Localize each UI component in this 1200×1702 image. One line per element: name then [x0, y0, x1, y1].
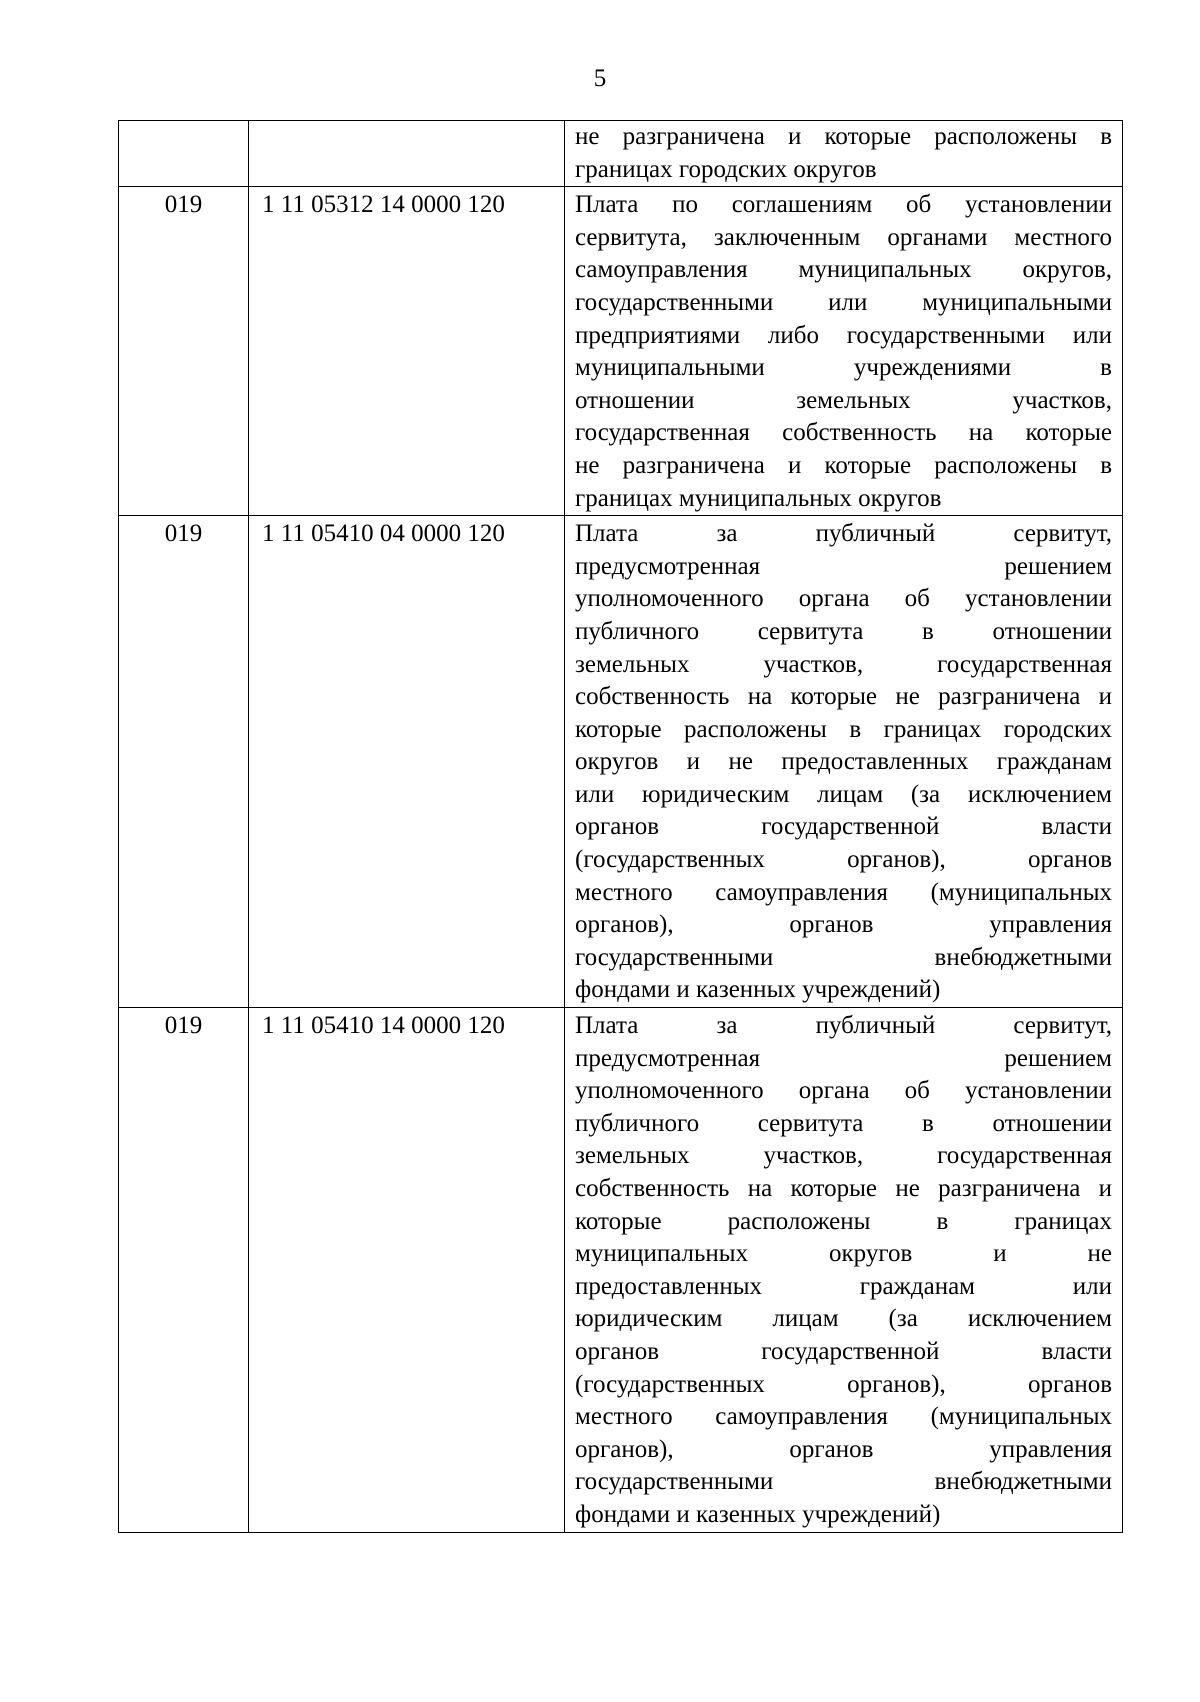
- description-line: земельных участков, государственная: [575, 650, 1112, 678]
- budget-codes-table: [118, 120, 1123, 1533]
- description-line: земельных участков, государственная: [575, 1142, 1112, 1170]
- description-line: (государственных органов), органов: [575, 1370, 1112, 1398]
- description-line: публичного сервитута в отношении: [575, 617, 1112, 645]
- description-line: муниципальных округов и не: [575, 1240, 1112, 1268]
- page-number: 5: [593, 65, 607, 92]
- description-line: границах городских округов: [575, 155, 877, 183]
- description-line: органов), органов управления: [575, 1435, 1112, 1463]
- description-line: муниципальными учреждениями в: [575, 354, 1112, 382]
- description-line: уполномоченного органа об установлении: [575, 1077, 1112, 1105]
- description-line: юридическим лицам (за исключением: [575, 1305, 1112, 1333]
- kbk-code-cell: [249, 121, 565, 187]
- description-line: не разграничена и которые расположены в: [575, 123, 1112, 150]
- admin-code-cell: 019: [119, 1008, 249, 1533]
- description-line: предприятиями либо государственными или: [575, 321, 1112, 349]
- description-cell: [565, 516, 1123, 1008]
- description-line: предоставленных гражданам или: [575, 1272, 1112, 1300]
- description-line: фондами и казенных учреждений): [575, 1500, 941, 1528]
- description-line: или юридическим лицам (за исключением: [575, 780, 1112, 808]
- description-cell: [565, 187, 1123, 516]
- description-line: органов государственной власти: [575, 1337, 1112, 1365]
- description-line: которые расположены в границах городских: [575, 715, 1112, 743]
- description-cell: [565, 1008, 1123, 1533]
- kbk-code-cell: 1 11 05410 04 0000 120: [249, 516, 565, 1008]
- description-line: округов и не предоставленных гражданам: [575, 748, 1112, 776]
- description-line: публичного сервитута в отношении: [575, 1109, 1112, 1137]
- description-line: сервитута, заключенным органами местного: [575, 223, 1112, 251]
- description-line: государственными внебюджетными: [575, 1468, 1112, 1496]
- description-line: не разграничена и которые расположены в: [575, 451, 1112, 479]
- description-line: которые расположены в границах: [575, 1207, 1112, 1235]
- description-line: Плата за публичный сервитут,: [575, 1012, 1112, 1040]
- table-row: [119, 516, 1123, 1008]
- description-line: государственными внебюджетными: [575, 943, 1112, 971]
- description-line: органов государственной власти: [575, 813, 1112, 841]
- description-line: собственность на которые не разграничена и: [575, 1175, 1112, 1202]
- table-row: [119, 1008, 1123, 1533]
- description-line: собственность на которые не разграничена и: [575, 683, 1112, 711]
- description-line: уполномоченного органа об установлении: [575, 585, 1112, 613]
- description-line: отношении земельных участков,: [575, 386, 1112, 414]
- description-line: предусмотренная решением: [575, 1044, 1112, 1072]
- description-cell: [565, 121, 1123, 187]
- admin-code-cell: [119, 121, 249, 187]
- description-line: Плата за публичный сервитут,: [575, 520, 1112, 548]
- admin-code-cell: 019: [119, 516, 249, 1008]
- description-line: государственная собственность на которые: [575, 419, 1112, 447]
- table-row: [119, 187, 1123, 516]
- kbk-code-cell: 1 11 05410 14 0000 120: [249, 1008, 565, 1533]
- description-line: предусмотренная решением: [575, 552, 1112, 580]
- description-line: границах муниципальных округов: [575, 484, 942, 512]
- description-line: местного самоуправления (муниципальных: [575, 1403, 1112, 1431]
- description-line: Плата по соглашениям об установлении: [575, 191, 1112, 219]
- table-body: [119, 121, 1123, 1533]
- description-line: местного самоуправления (муниципальных: [575, 878, 1112, 906]
- description-line: (государственных органов), органов: [575, 846, 1112, 874]
- description-line: государственными или муниципальными: [575, 288, 1112, 316]
- admin-code-cell: 019: [119, 187, 249, 516]
- kbk-code-cell: 1 11 05312 14 0000 120: [249, 187, 565, 516]
- description-line: самоуправления муниципальных округов,: [575, 256, 1112, 284]
- description-line: фондами и казенных учреждений): [575, 976, 941, 1004]
- table-row: [119, 121, 1123, 187]
- description-line: органов), органов управления: [575, 911, 1112, 939]
